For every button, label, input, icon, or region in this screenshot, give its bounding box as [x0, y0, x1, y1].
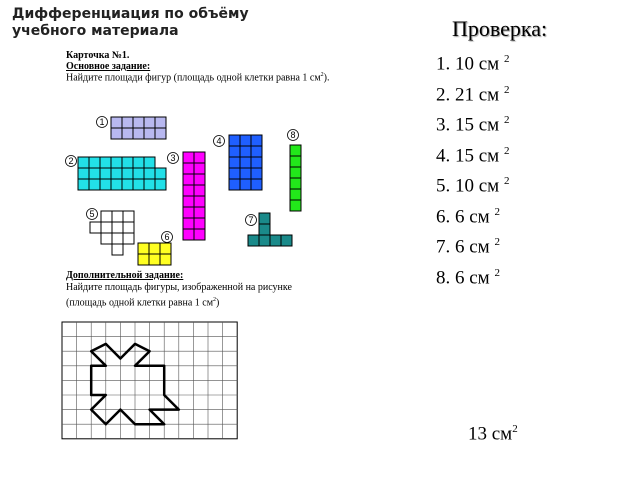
svg-text:1: 1	[99, 117, 105, 128]
figure-cell	[194, 229, 205, 240]
answer-exponent: 2	[494, 266, 500, 279]
figure-cell	[111, 117, 122, 128]
figure-cell	[248, 235, 259, 246]
card-subtitle: Основное задание:	[66, 61, 151, 72]
figure-cell	[100, 179, 111, 190]
figure-cell	[183, 196, 194, 207]
answer-exponent: 2	[503, 175, 510, 187]
figure-cell	[251, 135, 262, 146]
answer-value: 6 см	[455, 205, 495, 227]
svg-text:5: 5	[89, 209, 95, 220]
figure-cell	[155, 117, 166, 128]
extra-task: Найдите площадь фигуры, изображенной на рисунке (площадь одной клетки равна 1 $см^2$)	[66, 282, 292, 309]
svg-text:3: 3	[170, 153, 176, 164]
figure-cell	[194, 174, 205, 185]
figure-cell	[229, 179, 240, 190]
figure-cell	[290, 189, 301, 200]
figure-cell	[155, 179, 166, 190]
figure-label-5	[87, 209, 98, 220]
figure-cell	[144, 157, 155, 168]
figure-cell	[240, 168, 251, 179]
answer-number: 5.	[436, 175, 455, 197]
figure-cell	[100, 157, 111, 168]
answer-value: 6 см	[455, 266, 495, 288]
figure-cell	[183, 229, 194, 240]
figure-cell	[160, 243, 171, 254]
card-title: Карточка №1.	[66, 50, 130, 61]
svg-text:4: 4	[216, 136, 222, 147]
figure-cell	[122, 128, 133, 139]
svg-text:2: 2	[68, 156, 74, 167]
figure-cell	[194, 196, 205, 207]
figure-1	[111, 117, 166, 139]
figure-cell	[194, 163, 205, 174]
figure-2	[78, 157, 166, 190]
figure-cell	[229, 157, 240, 168]
figure-cell	[89, 168, 100, 179]
figure-3	[183, 152, 205, 240]
answer-number: 6.	[436, 205, 455, 227]
figure-cell	[133, 117, 144, 128]
figure-cell	[111, 179, 122, 190]
figure-cell	[111, 168, 122, 179]
figure-cell	[138, 243, 149, 254]
figure-label-2	[66, 156, 77, 167]
extra-grid	[62, 322, 237, 439]
figure-cell	[78, 168, 89, 179]
figure-cell	[133, 157, 144, 168]
figure-cell	[155, 128, 166, 139]
figure-cell	[78, 157, 89, 168]
figure-cell	[290, 145, 301, 156]
figure-label-6	[162, 232, 173, 243]
figure-cell	[251, 168, 262, 179]
figure-cell	[112, 244, 123, 255]
figure-cell	[240, 146, 251, 157]
answer-number: 2.	[436, 83, 455, 105]
figure-cell	[259, 224, 270, 235]
figure-cell	[290, 167, 301, 178]
figure-cell	[144, 168, 155, 179]
figure-cell	[78, 179, 89, 190]
figure-cell	[123, 233, 134, 244]
figure-label-3	[168, 153, 179, 164]
figure-cell	[183, 174, 194, 185]
answer-number: 8.	[436, 266, 455, 288]
figure-cell	[251, 146, 262, 157]
figure-label-7	[246, 215, 257, 226]
svg-text:7: 7	[248, 215, 254, 226]
figure-cell	[101, 233, 112, 244]
figure-cell	[259, 213, 270, 224]
page-title: Дифференциация по объёму учебного материала	[12, 6, 249, 39]
figure-cell	[194, 207, 205, 218]
answer-number: 4.	[436, 144, 455, 166]
extra-title: Дополнительной задание:	[66, 270, 184, 281]
figure-label-8	[288, 130, 299, 141]
figure-cell	[251, 157, 262, 168]
answer-value: 15 см	[455, 144, 504, 166]
figure-cell	[194, 185, 205, 196]
figure-cell	[89, 179, 100, 190]
svg-text:6: 6	[164, 232, 170, 243]
answer-number: 3.	[436, 114, 455, 136]
answer-exponent: 2	[494, 236, 500, 248]
figure-cell	[133, 168, 144, 179]
figure-cell	[240, 179, 251, 190]
figure-cell	[123, 222, 134, 233]
figure-cell	[122, 157, 133, 168]
check-title: Проверка:	[452, 16, 548, 41]
answer-value: 21 см	[455, 83, 504, 105]
figure-cell	[133, 128, 144, 139]
figure-cell	[144, 179, 155, 190]
answer-number: 7.	[436, 236, 455, 258]
figure-6	[138, 243, 171, 265]
figure-cell	[101, 211, 112, 222]
figure-cell	[229, 168, 240, 179]
figure-cell	[138, 254, 149, 265]
answer-number: 1.	[436, 53, 455, 75]
card-task: Найдите площади фигур (площадь одной клетки равна 1 $см^2$).	[66, 72, 330, 84]
svg-text:8: 8	[290, 130, 296, 141]
figure-cell	[89, 157, 100, 168]
figure-cell	[183, 163, 194, 174]
figure-cell	[155, 168, 166, 179]
figure-cell	[112, 233, 123, 244]
figure-cell	[144, 117, 155, 128]
figure-cell	[112, 211, 123, 222]
figure-cell	[183, 185, 194, 196]
figure-cell	[281, 235, 292, 246]
figure-cell	[251, 179, 262, 190]
figure-cell	[183, 218, 194, 229]
figure-cell	[270, 235, 281, 246]
answer-value: 10 см	[455, 175, 504, 197]
figure-cell	[122, 179, 133, 190]
figure-cell	[259, 235, 270, 246]
figure-cell	[160, 254, 171, 265]
final-answer: 13 $см^2$	[468, 423, 518, 445]
figure-cell	[112, 222, 123, 233]
figure-cell	[123, 211, 134, 222]
figure-8	[290, 145, 301, 211]
figure-cell	[229, 135, 240, 146]
figure-cell	[122, 168, 133, 179]
figure-cell	[240, 135, 251, 146]
answer-exponent: 2	[503, 144, 510, 157]
figure-cell	[290, 200, 301, 211]
figure-cell	[111, 128, 122, 139]
figure-label-4	[214, 136, 225, 147]
figure-cell	[183, 152, 194, 163]
answer-value: 6 см	[455, 236, 495, 258]
figure-cell	[100, 168, 111, 179]
figure-cell	[133, 179, 144, 190]
figure-cell	[144, 128, 155, 139]
figure-cell	[111, 157, 122, 168]
figure-cell	[122, 117, 133, 128]
figure-cell	[183, 207, 194, 218]
answer-exponent: 2	[503, 53, 510, 65]
figure-cell	[101, 222, 112, 233]
figure-cell	[240, 157, 251, 168]
figure-cell	[290, 178, 301, 189]
figure-cell	[194, 218, 205, 229]
figure-4	[229, 135, 262, 190]
answer-exponent: 2	[494, 205, 500, 218]
answer-value: 10 см	[455, 53, 504, 75]
answer-exponent: 2	[503, 114, 510, 126]
figure-cell	[149, 254, 160, 265]
figure-label-1	[97, 117, 108, 128]
answer-exponent: 2	[503, 83, 510, 96]
figure-cell	[149, 243, 160, 254]
figure-cell	[229, 146, 240, 157]
figure-cell	[290, 156, 301, 167]
figure-cell	[90, 222, 101, 233]
figure-cell	[194, 152, 205, 163]
answer-value: 15 см	[455, 114, 504, 136]
